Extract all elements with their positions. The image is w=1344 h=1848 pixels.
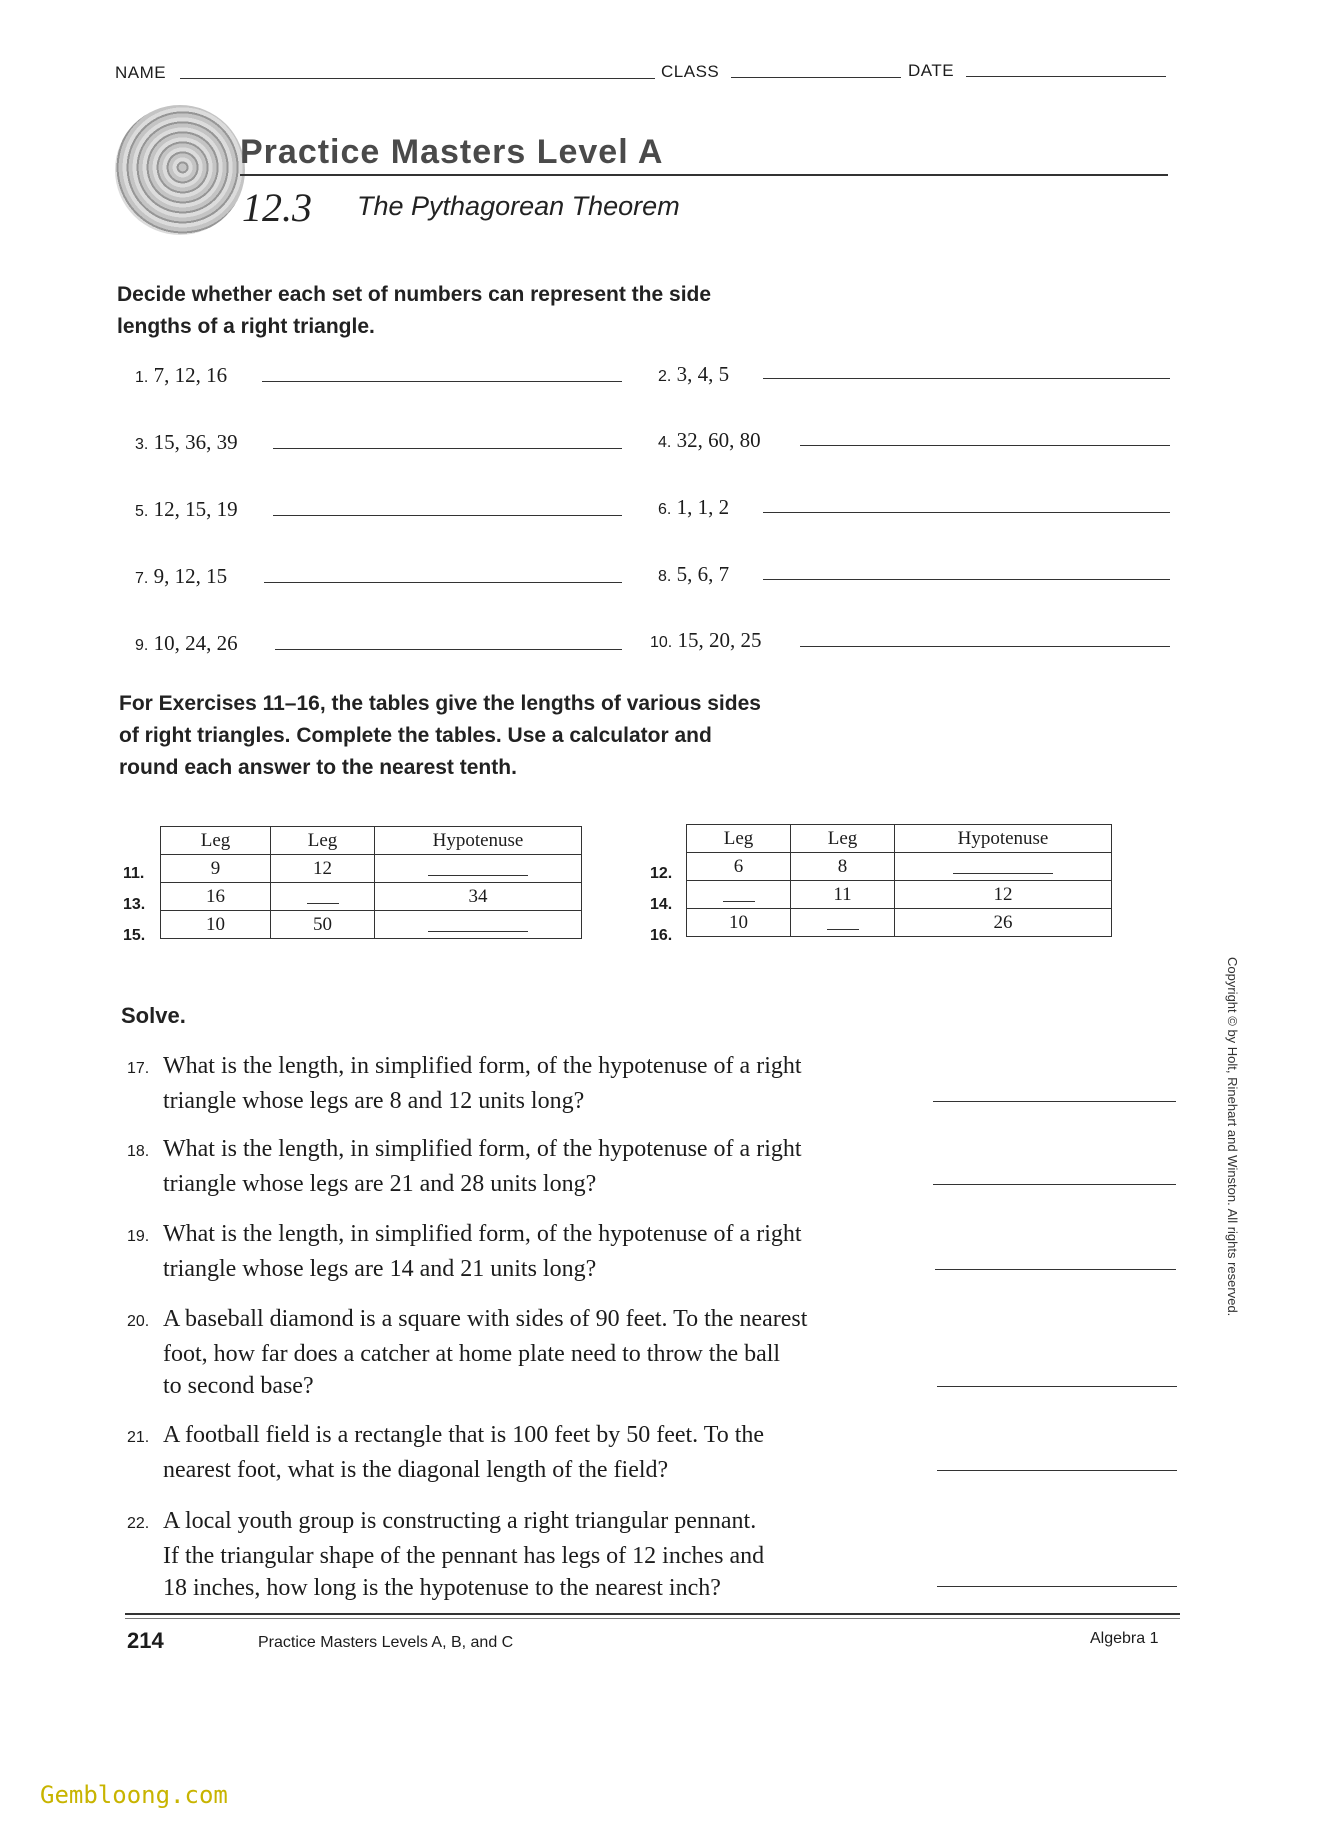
problem-text: What is the length, in simplified form, of the hypotenuse of a right (163, 1053, 802, 1079)
exercise-10 (650, 628, 762, 653)
answer-blank[interactable] (428, 863, 528, 876)
problem-19 (127, 1218, 947, 1285)
problem-text: 18 inches, how long is the hypotenuse to the nearest inch? (163, 1575, 721, 1601)
problem-number: 19. (127, 1228, 150, 1245)
exercise-1 (135, 363, 227, 388)
answer-line-17[interactable] (933, 1101, 1176, 1102)
problem-text: What is the length, in simplified form, of the hypotenuse of a right (163, 1221, 802, 1247)
answer-line-6[interactable] (763, 512, 1170, 513)
part1-instructions (117, 279, 711, 343)
cell-leg-blank[interactable] (271, 883, 375, 911)
cell-leg: 9 (161, 855, 271, 883)
table-row (687, 853, 1112, 881)
cell-leg-blank[interactable] (687, 881, 791, 909)
answer-line-10[interactable] (800, 646, 1170, 647)
table-row (687, 909, 1112, 937)
footer-book-title: Practice Masters Levels A, B, and C (258, 1634, 514, 1651)
exercise-text: 32, 60, 80 (676, 428, 761, 452)
problem-text: triangle whose legs are 8 and 12 units long? (163, 1088, 585, 1114)
cell-leg: 16 (161, 883, 271, 911)
answer-line-19[interactable] (935, 1269, 1176, 1270)
exercise-number: 10. (650, 634, 673, 651)
cell-hyp-blank[interactable] (375, 855, 582, 883)
exercise-number: 1. (135, 369, 149, 386)
cell-hyp: 12 (895, 881, 1112, 909)
exercise-text: 9, 12, 15 (153, 564, 228, 588)
header-hypotenuse: Hypotenuse (895, 825, 1112, 853)
title-rule (240, 174, 1168, 176)
answer-line-7[interactable] (264, 582, 622, 583)
cell-leg: 50 (271, 911, 375, 939)
page-number: 214 (127, 1628, 164, 1653)
exercise-9 (135, 631, 238, 656)
solve-heading: Solve. (121, 1003, 186, 1028)
exercise-number: 3. (135, 436, 149, 453)
row-number: 14. (650, 896, 673, 913)
header-leg: Leg (687, 825, 791, 853)
cell-leg: 6 (687, 853, 791, 881)
section-title: The Pythagorean Theorem (357, 191, 680, 221)
exercise-6 (658, 495, 729, 520)
answer-blank[interactable] (428, 919, 528, 932)
table-row (161, 911, 582, 939)
swirl-logo-icon (115, 105, 245, 235)
date-label: DATE (908, 61, 955, 80)
answer-line-20[interactable] (937, 1386, 1177, 1387)
exercise-text: 1, 1, 2 (676, 495, 730, 519)
problem-22 (127, 1505, 947, 1604)
exercise-text: 7, 12, 16 (153, 363, 228, 387)
exercise-number: 9. (135, 637, 149, 654)
row-number: 15. (123, 927, 146, 944)
footer-rule-thin (125, 1618, 1180, 1619)
row-number: 13. (123, 896, 146, 913)
exercise-number: 5. (135, 503, 149, 520)
exercise-number: 4. (658, 434, 672, 451)
answer-line-8[interactable] (763, 579, 1170, 580)
footer-rule (125, 1613, 1180, 1615)
exercise-text: 15, 36, 39 (153, 430, 238, 454)
table-header-row (687, 825, 1112, 853)
right-table (686, 824, 1112, 937)
header-leg: Leg (791, 825, 895, 853)
exercise-number: 2. (658, 368, 672, 385)
watermark: Gembloong.com (40, 1781, 228, 1809)
problem-text: to second base? (163, 1373, 314, 1399)
answer-blank[interactable] (827, 917, 859, 930)
problem-number: 18. (127, 1143, 150, 1160)
page-title: Practice Masters Level A (240, 133, 664, 171)
header-leg: Leg (161, 827, 271, 855)
table-header-row (161, 827, 582, 855)
exercise-5 (135, 497, 238, 522)
exercise-7 (135, 564, 227, 589)
cell-hyp-blank[interactable] (895, 853, 1112, 881)
answer-line-18[interactable] (933, 1184, 1176, 1185)
exercise-4 (658, 428, 761, 453)
table-row (161, 855, 582, 883)
exercise-number: 7. (135, 570, 149, 587)
problem-text: foot, how far does a catcher at home plate need to throw the ball (163, 1341, 781, 1367)
cell-hyp: 26 (895, 909, 1112, 937)
table-row (161, 883, 582, 911)
problem-text: What is the length, in simplified form, of the hypotenuse of a right (163, 1136, 802, 1162)
answer-line-5[interactable] (273, 515, 622, 516)
row-number: 11. (123, 865, 145, 882)
problem-20 (127, 1303, 947, 1402)
problem-text: triangle whose legs are 21 and 28 units long? (163, 1171, 597, 1197)
cell-leg: 8 (791, 853, 895, 881)
answer-blank[interactable] (953, 861, 1053, 874)
row-number: 16. (650, 927, 673, 944)
answer-line-22[interactable] (937, 1586, 1177, 1587)
answer-line-2[interactable] (763, 378, 1170, 379)
problem-text: A baseball diamond is a square with sides of 90 feet. To the nearest (163, 1306, 808, 1332)
copyright-notice: Copyright © by Holt, Rinehart and Winston. All rights reserved. (1225, 957, 1240, 1317)
row-number: 12. (650, 865, 673, 882)
cell-leg: 12 (271, 855, 375, 883)
cell-leg-blank[interactable] (791, 909, 895, 937)
exercise-text: 3, 4, 5 (676, 362, 730, 386)
part1-instructions-line1: Decide whether each set of numbers can represent the side (117, 283, 712, 306)
answer-line-9[interactable] (275, 649, 622, 650)
part2-instructions-line3: round each answer to the nearest tenth. (119, 756, 517, 779)
part2-instructions-line2: of right triangles. Complete the tables. Use a calculator and (119, 724, 712, 747)
problem-number: 22. (127, 1515, 150, 1532)
exercise-text: 12, 15, 19 (153, 497, 238, 521)
class-label: CLASS (661, 62, 720, 81)
part1-instructions-line2: lengths of a right triangle. (117, 315, 375, 338)
problem-text: A local youth group is constructing a right triangular pennant. (163, 1508, 757, 1534)
cell-leg: 11 (791, 881, 895, 909)
part2-instructions-line1: For Exercises 11–16, the tables give the lengths of various sides (119, 692, 761, 715)
answer-line-1[interactable] (262, 381, 622, 382)
problem-text: A football field is a rectangle that is 100 feet by 50 feet. To the (163, 1422, 765, 1448)
exercise-2 (658, 362, 729, 387)
class-line[interactable] (731, 77, 901, 78)
problem-number: 17. (127, 1060, 150, 1077)
name-line[interactable] (180, 78, 655, 79)
exercise-3 (135, 430, 238, 455)
cell-hyp: 34 (375, 883, 582, 911)
answer-blank[interactable] (307, 891, 339, 904)
problem-text: nearest foot, what is the diagonal length of the field? (163, 1457, 669, 1483)
exercise-text: 5, 6, 7 (676, 562, 730, 586)
section-number: 12.3 (242, 185, 312, 230)
table-row (687, 881, 1112, 909)
exercise-text: 10, 24, 26 (153, 631, 238, 655)
problem-number: 20. (127, 1313, 150, 1330)
problem-21 (127, 1419, 947, 1486)
cell-leg: 10 (687, 909, 791, 937)
cell-hyp-blank[interactable] (375, 911, 582, 939)
name-label: NAME (115, 63, 167, 82)
date-line[interactable] (966, 76, 1166, 77)
left-table (160, 826, 582, 939)
answer-line-4[interactable] (800, 445, 1170, 446)
exercise-8 (658, 562, 729, 587)
problem-text: triangle whose legs are 14 and 21 units long? (163, 1256, 597, 1282)
problem-number: 21. (127, 1429, 150, 1446)
header-leg: Leg (271, 827, 375, 855)
answer-line-3[interactable] (273, 448, 622, 449)
problem-17 (127, 1050, 947, 1117)
exercise-number: 8. (658, 568, 672, 585)
exercise-number: 6. (658, 501, 672, 518)
footer-course: Algebra 1 (1090, 1630, 1159, 1647)
problem-text: If the triangular shape of the pennant has legs of 12 inches and (163, 1543, 765, 1569)
exercise-text: 15, 20, 25 (677, 628, 762, 652)
cell-leg: 10 (161, 911, 271, 939)
header-hypotenuse: Hypotenuse (375, 827, 582, 855)
answer-blank[interactable] (723, 889, 755, 902)
problem-18 (127, 1133, 947, 1200)
answer-line-21[interactable] (937, 1470, 1177, 1471)
part2-instructions (119, 688, 761, 784)
